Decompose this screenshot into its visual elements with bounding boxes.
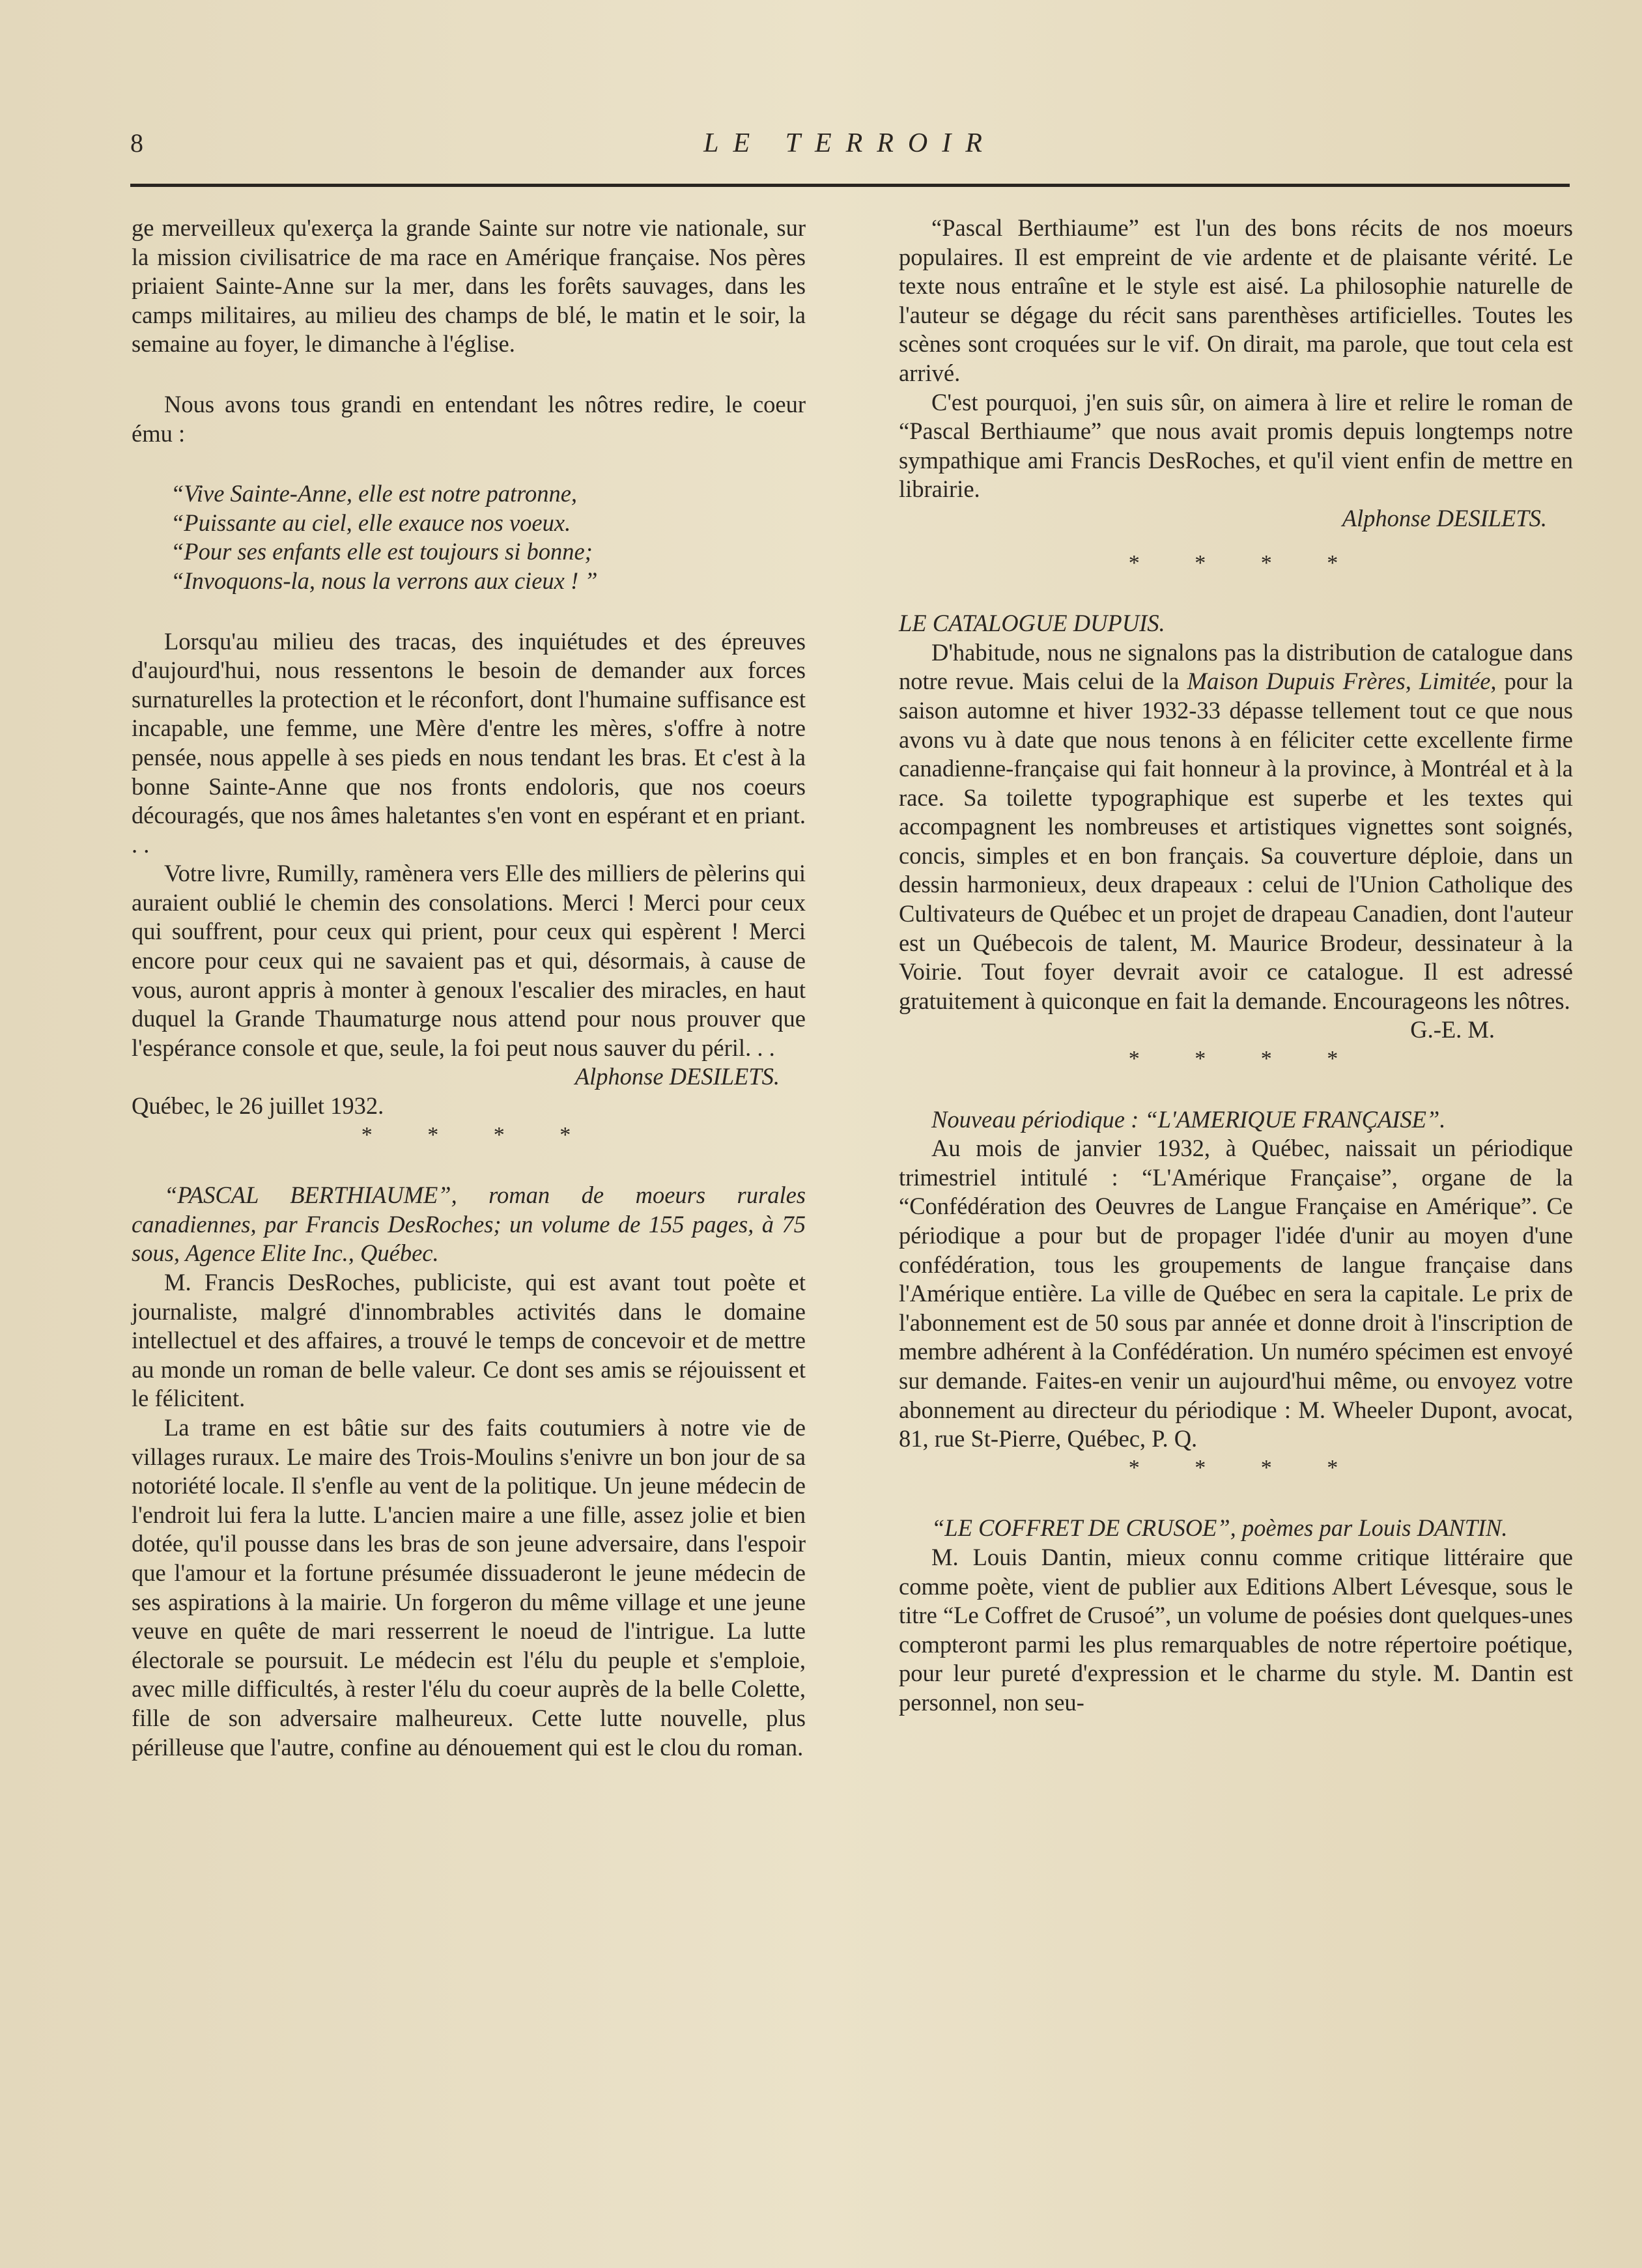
paragraph: ge merveilleux qu'exerça la grande Sainte sur notre vie nationale, sur la mission civilisatrice de ma race en Amérique française. Nos pères priaient Sainte-Anne sur la mer, dans les forêts sauvages, dans les camps militaires, au milieu des champs de blé, le matin et le soir, la semaine au foyer, le dimanche à l'église. [132,214,806,358]
poem-line: “Invoquons-la, nous la verrons aux cieux ! ” [171,567,598,594]
review-heading: “PASCAL BERTHIAUME”, roman de moeurs rurales canadiennes, par Francis DesRoches; un volume de 155 pages, à 75 sous, Agence Elite Inc., Québec. [132,1182,806,1267]
catalogue-heading: LE CATALOGUE DUPUIS. [899,610,1165,637]
paragraph: Au mois de janvier 1932, à Québec, naissait un périodique trimestriel intitulé : “L'Amérique Française”, organe de la “Confédération des Oeuvres de Langue Française en Amérique”. Ce périodique a pour but de propager l'idée d'unir au moyen d'une confédération, tous les groupements de langue française dans l'Amérique entière. La ville de Québec en sera la capitale. Le prix de l'abonnement est de 50 sous par année et donne droit à l'inscription de membre adhérent à la Confédération. Un numéro spécimen est envoyé sur demande. Faites-en venir un aujourd'hui même, ou envoyez votre abonnement au directeur du périodique : M. Wheeler Dupont, avocat, 81, rue St-Pierre, Québec, P. Q. [899,1135,1573,1453]
signature: Alphonse DESILETS. [574,1063,780,1090]
hymn-quote [132,479,806,595]
header-rule [130,184,1570,187]
journal-title: LE TERROIR [703,128,997,158]
left-column [132,214,806,1762]
section-separator: * * * * [1128,1455,1363,1480]
place-date: Québec, le 26 juillet 1932. [132,1092,384,1120]
poem-line: “Vive Sainte-Anne, elle est notre patronne, [171,480,578,507]
paragraph: Lorsqu'au milieu des tracas, des inquiétudes et des épreuves d'aujourd'hui, nous ressentons le besoin de demander aux forces surnaturelles la protection et le réconfort, dont l'humaine suffisance est incapable, une femme, une Mère d'entre les mères, s'offre à notre pensée, nous appelle à ses pieds en nous tendant les bras. Et c'est à la bonne Sainte-Anne que nos fronts endoloris, que nos coeurs découragés, que nos âmes haletantes s'en vont en espérant et en priant. . . [132,627,806,858]
page-header [130,128,1570,180]
paragraph: M. Francis DesRoches, publiciste, qui est avant tout poète et journaliste, malgré d'innombrables activités dans le domaine intellectuel et des affaires, a trouvé le temps de concevoir et de mettre au monde un roman de belle valeur. Ce dont ses amis se réjouissent et le félicitent. [132,1269,806,1412]
paragraph: M. Louis Dantin, mieux connu comme critique littéraire que comme poète, vient de publier aux Editions Albert Lévesque, sous le titre “Le Coffret de Crusoé”, un volume de poésies dont quelques-unes compteront parmi les plus remarquables de notre répertoire poétique, pour leur pureté d'expression et le charme du style. M. Dantin est personnel, non seu- [899,1543,1573,1716]
poem-line: “Puissante au ciel, elle exauce nos voeux. [171,509,571,536]
section-separator: * * * * [361,1122,596,1147]
paragraph: D'habitude, nous ne signalons pas la distribution de catalogue dans notre revue. Mais celui de la Maison Dupuis Frères, Limitée, pour la saison automne et hiver 1932-33 dépasse tellement tout ce que nous avons vu à date que nous tenons à en féliciter cette excellente firme canadienne-française qui fait honneur à la province, à Montréal et à la race. Sa toilette typographique est superbe et les textes qui accompagnent les nombreuses et artistiques vignettes sont soignés, concis, simples et en bon français. Sa couverture déploie, dans un dessin harmonieux, deux drapeaux : celui de l'Union Catholique des Cultivateurs de Québec et un projet de drapeau Canadien, dont l'auteur est un Québecois de talent, M. Maurice Brodeur, dessinateur à la Voirie. Tout foyer devrait avoir ce catalogue. Il est adressé gratuitement à quiconque en fait la demande. Encourageons les nôtres. [899,638,1573,1014]
poem-line: “Pour ses enfants elle est toujours si bonne; [171,538,593,565]
paragraph: “Pascal Berthiaume” est l'un des bons récits de nos moeurs populaires. Il est empreint de vie ardente et de plaisante vérité. Le texte nous entraîne et le style est aisé. La philosophie naturelle de l'auteur se dégage du récit sans parenthèses artificielles. Toutes les scènes sont croquées sur le vif. On dirait, ma parole, que tout cela est arrivé. [899,214,1573,386]
paragraph: Votre livre, Rumilly, ramènera vers Elle des milliers de pèlerins qui auraient oublié le chemin des consolations. Merci ! Merci pour ceux qui souffrent, pour ceux qui prient, pour ceux qui espèrent ! Merci encore pour ceux qui ne savaient pas et qui, désormais, à cause de vous, auront appris à monter à genoux l'escalier des miracles, en haut duquel la Grande Thaumaturge nous attend pour nous prouver que l'espérance console et que, seule, la foi peut nous sauver du péril. . . [132,860,806,1061]
paragraph: La trame en est bâtie sur des faits coutumiers à notre vie de villages ruraux. Le maire des Trois-Moulins s'enivre un bon jour de sa notoriété locale. Il s'enfle au vent de la politique. Un jeune médecin de l'endroit lui fera la lutte. L'ancien maire a une fille, assez jolie et bien dotée, qu'il pousse dans les bras de son jeune adversaire, dans l'espoir que l'amour et la fortune présumée dissuaderont le jeune médecin de ses aspirations à la mairie. Un forgeron du même village et une jeune veuve en quête de mari resserrent le noeud de l'intrigue. La lutte électorale se poursuit. Le médecin est l'élu du peuple et s'emploie, avec mille difficultés, à rester l'élu du coeur auprès de la belle Colette, fille de son adversaire malheureux. Cette lutte nouvelle, plus périlleuse que l'autre, confine au dénouement qui est le clou du roman. [132,1413,806,1761]
paragraph: C'est pourquoi, j'en suis sûr, on aimera à lire et relire le roman de “Pascal Berthiaume” que nous avait promis depuis longtemps notre sympathique ami Francis DesRoches, et qu'il vient enfin de mettre en librairie. [899,388,1573,503]
section-separator: * * * * [1128,550,1363,575]
signature: Alphonse DESILETS. [1342,504,1547,532]
coffret-heading: “LE COFFRET DE CRUSOE”, poèmes par Louis DANTIN. [931,1514,1508,1542]
signature: G.-E. M. [1410,1016,1495,1043]
page-number: 8 [130,128,143,158]
section-separator: * * * * [1128,1047,1363,1071]
paragraph: Nous avons tous grandi en entendant les nôtres redire, le coeur ému : [132,390,806,447]
periodique-heading: Nouveau périodique : “L'AMERIQUE FRANÇAISE”. [931,1105,1446,1133]
right-column [899,214,1573,1718]
